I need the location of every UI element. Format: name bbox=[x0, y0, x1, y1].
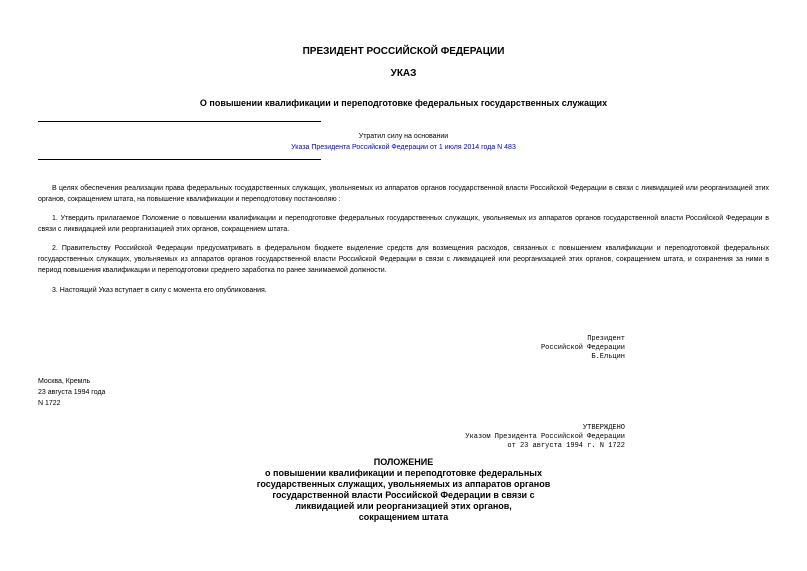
regulation-title-line: ликвидацией или реорганизацией этих органов, bbox=[295, 501, 512, 511]
paragraph-text: 1. Утвердить прилагаемое Положение о повышении квалификации и переподготовке федеральных государственных служащих, увольняемых из аппаратов органов государственной власти Российской Федерации в связи с ликвидацией или реорганизацией этих органов, сокращением штата. bbox=[38, 215, 769, 233]
decree-number: N 1722 bbox=[38, 400, 61, 407]
paragraph-3 bbox=[38, 285, 769, 296]
regulation-title-line: государственной власти Российской Федерации в связи с bbox=[272, 490, 535, 500]
regulation-heading: ПОЛОЖЕНИЕ bbox=[373, 457, 434, 467]
paragraph-text: 3. Настоящий Указ вступает в силу с момента его опубликования. bbox=[52, 287, 267, 294]
signature-title: Президент bbox=[587, 335, 625, 343]
date: 23 августа 1994 года bbox=[38, 389, 106, 396]
approval-block bbox=[465, 424, 625, 451]
status-divider-top bbox=[38, 121, 321, 122]
paragraph-1 bbox=[38, 213, 769, 235]
approval-by: Указом Президента Российской Федерации bbox=[465, 433, 625, 441]
regulation-title-block bbox=[0, 457, 807, 523]
status-note: Утратил силу на основании bbox=[358, 133, 449, 140]
place-date-block bbox=[38, 376, 105, 409]
signature-block bbox=[541, 335, 625, 362]
document-type: УКАЗ bbox=[390, 68, 417, 79]
paragraph-text: 2. Правительству Российской Федерации предусматривать в федеральном бюджете выделение средств для возмещения расходов, связанных с повышением квалификации и переподготовкой федеральных государственных служащих, увольняемых из аппаратов органов государственной власти Российской Федерации в связи с ликвидацией или реорганизацией этих органов, сокращением штата, и сохранения за ними в период повышения квалификации и переподготовки среднего заработка по ранее занимаемой должности. bbox=[38, 245, 769, 274]
repeal-link[interactable]: Указа Президента Российской Федерации от 1 июля 2014 года N 483 bbox=[291, 144, 516, 151]
paragraph-2 bbox=[38, 243, 769, 276]
regulation-title-line: сокращением штата bbox=[358, 512, 449, 522]
signature-country: Российской Федерации bbox=[540, 344, 625, 352]
paragraph-text: В целях обеспечения реализации права федеральных государственных служащих, увольняемых из аппаратов органов государственной власти Российской Федерации в связи с ликвидацией или реорганизацией этих органов, сокращением штата, на повышение квалификации и переподготовку постановляю : bbox=[38, 185, 769, 203]
approval-date: от 23 августа 1994 г. N 1722 bbox=[507, 442, 625, 450]
signature-name: Б.Ельцин bbox=[591, 353, 625, 361]
regulation-title-line: о повышении квалификации и переподготовке федеральных bbox=[265, 468, 542, 478]
regulation-title-line: государственных служащих, увольняемых из аппаратов органов bbox=[256, 479, 551, 489]
place: Москва, Кремль bbox=[38, 378, 91, 385]
status-divider-bottom bbox=[38, 159, 321, 160]
approval-label: УТВЕРЖДЕНО bbox=[582, 424, 625, 432]
paragraph-preamble bbox=[38, 183, 769, 205]
document-title: О повышении квалификации и переподготовке федеральных государственных служащих bbox=[199, 98, 608, 108]
issuer-heading: ПРЕЗИДЕНТ РОССИЙСКОЙ ФЕДЕРАЦИИ bbox=[302, 46, 505, 57]
